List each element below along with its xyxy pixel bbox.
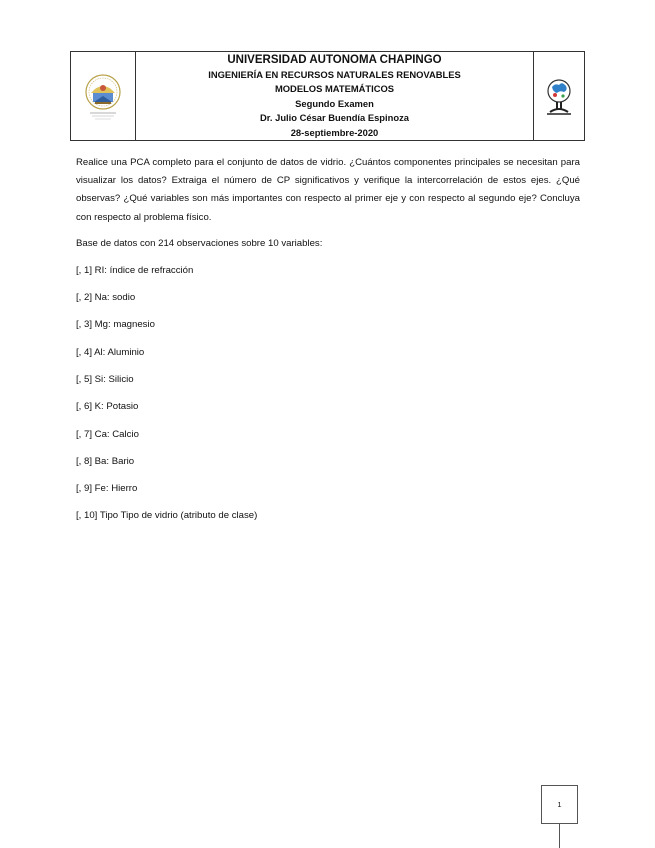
list-item: [, 2] Na: sodio [76,292,136,304]
list-item: [, 4] Al: Aluminio [76,346,145,358]
page-number: 1 [557,800,562,809]
university-name: UNIVERSIDAD AUTONOMA CHAPINGO [227,54,442,66]
course-name: MODELOS MATEMÁTICOS [274,83,395,94]
tree-globe-icon [542,76,576,116]
right-logo-cell [533,52,584,140]
left-logo-cell [71,52,136,140]
header-table [70,51,585,141]
header-title-block [136,52,533,140]
university-seal-icon [81,71,125,121]
list-item: [, 5] Si: Silicio [76,374,134,385]
list-item: [, 8] Ba: Bario [76,455,135,467]
exam-content [76,154,580,537]
list-item: [, 6] K: Potasio [76,401,139,413]
list-item: [, 10] Tipo Tipo de vidrio (atributo de clase) [76,510,258,522]
professor-name: Dr. Julio César Buendía Espinoza [260,112,409,123]
program-name: INGENIERÍA EN RECURSOS NATURALES RENOVABLES [208,68,461,80]
variable-list [76,264,580,537]
list-item: [, 9] Fe: Hierro [76,483,138,495]
list-item: [, 3] Mg: magnesio [76,319,155,331]
page-number-box [541,785,578,824]
list-item: [, 1] RI: índice de refracción [76,264,194,276]
exam-date: 28-septiembre-2020 [290,126,379,138]
exam-name: Segundo Examen [295,97,374,109]
list-item: [, 7] Ca: Calcio [76,428,139,440]
page-number-connector [559,824,560,848]
database-intro: Base de datos con 214 observaciones sobre 10 variables: [76,237,323,249]
instructions-paragraph: Realice una PCA completo para el conjunto de datos de vidrio. ¿Cuántos componentes principales se necesitan para visualizar los datos? Extraiga el número de CP significativos y verifique la intercorrelación de estos ejes. ¿Qué observas? ¿Qué variables son más importantes con respecto al primer eje y con respecto al segundo eje? Concluya con respecto al problema físico. [76,157,580,223]
